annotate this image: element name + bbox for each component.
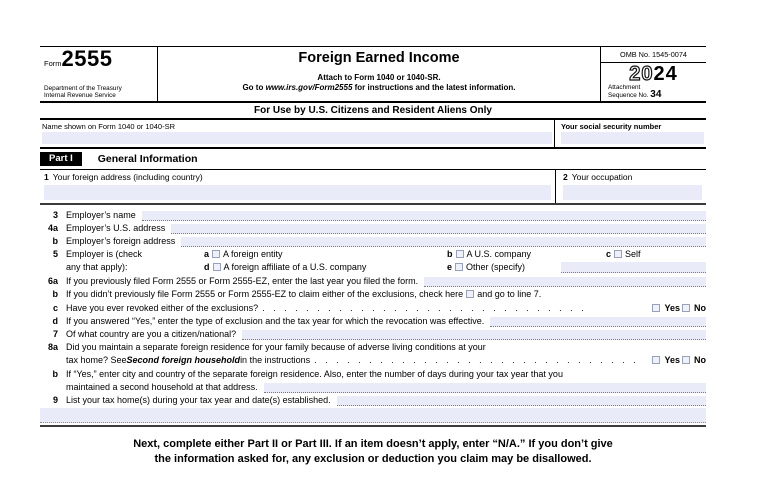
row-7-label: Of what country are you a citizen/national?	[66, 328, 237, 339]
row-5a-label: A foreign entity	[223, 249, 283, 260]
row-6c-label: Have you ever revoked either of the exclusions?	[66, 302, 259, 313]
row-8b-body	[66, 368, 706, 394]
tax-homes-input[interactable]	[337, 396, 706, 406]
row-2-number: 2	[563, 171, 568, 182]
goto-post: for instructions and the latest information.	[352, 82, 516, 92]
row-8a-yes-no	[650, 354, 706, 367]
row-5c-letter: c	[606, 249, 612, 260]
row-5e-option	[447, 261, 525, 274]
row-6b-body	[66, 288, 706, 301]
form-number-line	[44, 46, 154, 71]
row-1-2	[40, 170, 706, 205]
row-3-body	[66, 209, 706, 222]
omb-number: OMB No. 1545-0074	[601, 47, 706, 63]
name-cell	[40, 120, 554, 147]
row-4b	[40, 235, 706, 248]
row-4b-label: Employer’s foreign address	[66, 235, 176, 246]
row-6b-text-post: and go to line 7.	[477, 289, 542, 300]
row-6d	[40, 315, 706, 328]
row-6a-number: 6a	[47, 276, 58, 287]
second-household-input[interactable]	[264, 383, 706, 393]
name-ssn-row	[40, 120, 706, 149]
row-8a-line2-bold: Second foreign household	[126, 355, 241, 366]
part1-badge: Part I	[40, 152, 82, 166]
checkbox-separate-residence-no[interactable]	[682, 356, 690, 364]
revocation-detail-input[interactable]	[490, 317, 706, 327]
row-6c-yes-no	[650, 302, 706, 315]
attachment-sequence	[601, 85, 706, 100]
row-5a-letter: a	[204, 249, 210, 260]
ssn-cell	[554, 120, 706, 147]
row-8b-number: b	[52, 368, 58, 379]
row-4a-number: 4a	[47, 222, 58, 233]
ssn-label: Your social security number	[561, 122, 662, 131]
form-subtitle	[158, 73, 600, 92]
row-8a-line2-pre: tax home? See	[66, 355, 127, 366]
foreign-address-input[interactable]	[44, 185, 551, 200]
employer-name-input[interactable]	[142, 211, 706, 221]
row-7-number: 7	[52, 328, 58, 339]
part1-questions	[40, 205, 706, 428]
attach-line: Attach to Form 1040 or 1040-SR.	[317, 73, 441, 82]
row-8a-number: 8a	[47, 342, 58, 353]
row-6b	[40, 288, 706, 301]
form-number: 2555	[61, 46, 113, 71]
row-4b-number: b	[52, 235, 58, 246]
row-5e-label: Other (specify)	[466, 262, 526, 273]
row-8a-no-label: No	[694, 355, 706, 366]
row-8a-line2-post: in the instructions	[240, 355, 311, 366]
row-8b-line2-label: maintained a second household at that address.	[66, 381, 258, 392]
row-5b-letter: b	[447, 249, 453, 260]
row-6d-label: If you answered “Yes,” enter the type of exclusion and the tax year for which the revocation was effective.	[66, 315, 485, 326]
tax-year-outline: 20	[629, 63, 654, 85]
omb-block	[600, 47, 706, 101]
row-8b-line-1: If “Yes,” enter city and country of the separate foreign residence. Also, enter the number of days during your tax year that you	[66, 368, 563, 379]
checkbox-revoked-no[interactable]	[682, 304, 690, 312]
use-bar: For Use by U.S. Citizens and Resident Aliens Only	[40, 103, 706, 120]
next-instructions-line-2: the information asked for, any exclusion or deduction you claim may be disallowed.	[154, 452, 592, 465]
row-6a-label: If you previously filed Form 2555 or Form 2555-EZ, enter the last year you filed the form.	[66, 276, 419, 287]
goto-pre: Go to	[242, 82, 266, 92]
part1-bottom-rule	[40, 425, 706, 427]
form-header	[40, 46, 706, 103]
row-4a	[40, 222, 706, 235]
row-5a-option	[204, 248, 283, 261]
row-6a-body	[66, 275, 706, 288]
name-input[interactable]	[42, 132, 552, 144]
row-5b-label: A U.S. company	[466, 249, 532, 260]
row-6c-number: c	[52, 302, 58, 313]
checkbox-other[interactable]	[455, 263, 463, 271]
form-title-block	[158, 47, 600, 101]
part1-title: General Information	[97, 152, 198, 165]
next-instructions	[40, 437, 706, 466]
employer-us-address-input[interactable]	[171, 224, 706, 234]
row-5b-option	[447, 248, 531, 261]
tax-homes-extra-input[interactable]	[40, 408, 706, 423]
row-8a-yes-label: Yes	[664, 355, 680, 366]
row-5	[40, 248, 706, 275]
row-4b-body	[66, 235, 706, 248]
row-2-label-line	[563, 172, 702, 182]
row-6b-text-pre: If you didn’t previously file Form 2555 or Form 2555-EZ to claim either of the exclusions, check here	[66, 289, 464, 300]
row-2-label: Your occupation	[571, 171, 633, 182]
next-instructions-line-1: Next, complete either Part II or Part III. If an item doesn’t apply, enter “N/A.” If you don’t give	[133, 438, 613, 451]
attachment-line-1: Attachment	[608, 84, 641, 91]
agency-block	[44, 85, 154, 99]
row-5-label-1: Employer is (check	[66, 249, 143, 260]
row-4a-body	[66, 222, 706, 235]
row-6c-yes-label: Yes	[664, 302, 680, 313]
row-5c-label: Self	[625, 249, 641, 260]
row-6c	[40, 302, 706, 315]
tax-year	[601, 63, 706, 85]
attachment-line-2	[608, 88, 706, 100]
form-word: Form	[44, 59, 62, 68]
row-6a	[40, 275, 706, 288]
dot-leader: . . . . . . . . . . . . . . . . . . . . . . . . . . . . . .	[262, 302, 587, 313]
row-2-cell	[556, 170, 706, 203]
row-7	[40, 328, 706, 341]
row-5e-letter: e	[447, 262, 453, 273]
row-1-number: 1	[44, 171, 49, 182]
row-6c-body	[66, 302, 706, 315]
row-3-label: Employer’s name	[66, 209, 136, 220]
goto-line	[158, 83, 600, 93]
last-year-filed-input[interactable]	[424, 277, 706, 287]
citizenship-country-input[interactable]	[242, 330, 706, 340]
row-4a-label: Employer’s U.S. address	[66, 222, 166, 233]
row-9-body	[66, 394, 706, 407]
row-9-label: List your tax home(s) during your tax year and date(s) established.	[66, 394, 331, 405]
ssn-input[interactable]	[561, 132, 704, 144]
row-7-body	[66, 328, 706, 341]
checkbox-not-previously-filed[interactable]	[466, 290, 474, 298]
row-5d-label: A foreign affiliate of a U.S. company	[223, 262, 367, 273]
row-5d-letter: d	[204, 262, 210, 273]
row-1-cell	[40, 170, 556, 203]
agency-line-2: Internal Revenue Service	[44, 91, 116, 99]
employer-foreign-address-input[interactable]	[181, 237, 706, 247]
tax-year-bold: 24	[653, 63, 678, 85]
row-5d-option	[204, 261, 366, 274]
row-8a-body	[66, 341, 706, 367]
form-2555	[40, 46, 706, 466]
row-1-label-line	[44, 172, 551, 182]
row-6d-body	[66, 315, 706, 328]
row-5-number: 5	[52, 249, 58, 260]
name-label: Name shown on Form 1040 or 1040-SR	[42, 122, 175, 131]
part1-header	[40, 149, 706, 170]
row-8b-line-2	[66, 381, 706, 394]
row-8a-line-2	[66, 354, 706, 367]
row-3-number: 3	[52, 209, 58, 220]
dot-leader: . . . . . . . . . . . . . . . . . . . . . . . . . . . . . .	[314, 355, 639, 366]
checkbox-separate-residence-yes[interactable]	[652, 356, 660, 364]
row-6c-no-label: No	[694, 302, 706, 313]
form-number-block	[40, 47, 158, 101]
row-8a	[40, 341, 706, 367]
attachment-seq-number: 34	[650, 88, 662, 100]
row-9	[40, 394, 706, 407]
row-8b	[40, 368, 706, 394]
row-6d-number: d	[52, 315, 58, 326]
row-5-label-2: any that apply):	[66, 262, 128, 273]
checkbox-foreign-affiliate[interactable]	[213, 263, 221, 271]
row-5c-option	[606, 248, 641, 261]
occupation-input[interactable]	[563, 185, 702, 200]
checkbox-foreign-entity[interactable]	[212, 250, 220, 258]
row-6b-number: b	[52, 289, 58, 300]
other-specify-input[interactable]	[561, 262, 706, 273]
agency-line-1: Department of the Treasury	[44, 84, 122, 92]
checkbox-revoked-yes[interactable]	[652, 304, 660, 312]
checkbox-self[interactable]	[614, 250, 622, 258]
row-8a-line-1: Did you maintain a separate foreign residence for your family because of adverse living conditions at your	[66, 342, 486, 353]
row-3	[40, 209, 706, 222]
row-5-body	[66, 248, 706, 275]
form-title: Foreign Earned Income	[298, 50, 460, 66]
row-1-label: Your foreign address (including country)	[52, 171, 203, 182]
checkbox-us-company[interactable]	[456, 250, 464, 258]
goto-url: www.irs.gov/Form2555	[265, 82, 353, 92]
row-9-number: 9	[52, 394, 58, 405]
attachment-seq-label: Sequence No.	[608, 91, 651, 99]
